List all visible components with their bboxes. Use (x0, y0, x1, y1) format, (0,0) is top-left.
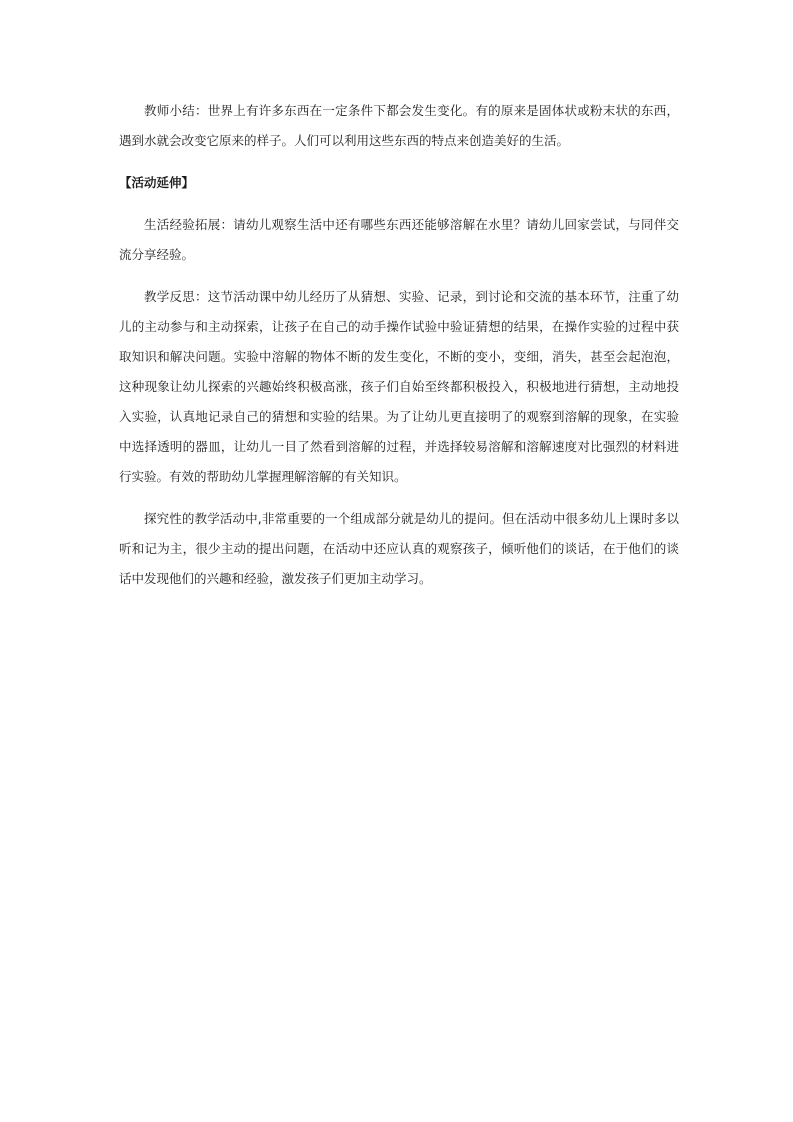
teacher-summary-paragraph: 教师小结：世界上有许多东西在一定条件下都会发生变化。有的原来是固体状或粉末状的东西，遇到水就会改变它原来的样子。人们可以利用这些东西的特点来创造美好的生活。 (119, 103, 679, 148)
spacer (119, 270, 679, 282)
spacer (119, 198, 679, 210)
document-body (119, 96, 679, 594)
activity-extension-heading: 【活动延伸】 (119, 175, 195, 190)
life-experience-paragraph: 生活经验拓展：请幼儿观察生活中还有哪些东西还能够溶解在水里？请幼儿回家尝试，与同伴交流分享经验。 (119, 217, 679, 262)
teaching-reflection-paragraph: 教学反思：这节活动课中幼儿经历了从猜想、实验、记录，到讨论和交流的基本环节，注重了幼儿的主动参与和主动探索，让孩子在自己的动手操作试验中验证猜想的结果，在操作实验的过程中获取知识和解决问题。实验中溶解的物体不断的发生变化，不断的变小，变细，消失，甚至会起泡泡，这种现象让幼儿探索的兴趣始终积极高涨，孩子们自始至终都积极投入，积极地进行猜想，主动地投入实验，认真地记录自己的猜想和实验的结果。为了让幼儿更直接明了的观察到溶解的现象，在实验中选择透明的器皿，让幼儿一目了然看到溶解的过程，并选择较易溶解和溶解速度对比强烈的材料进行实验。有效的帮助幼儿掌握理解溶解的有关知识。 (119, 289, 679, 484)
spacer (119, 492, 679, 504)
inquiry-teaching-paragraph: 探究性的教学活动中,非常重要的一个组成部分就是幼儿的提问。但在活动中很多幼儿上课时多以听和记为主，很少主动的提出问题，在活动中还应认真的观察孩子，倾听他们的谈话，在于他们的谈话中发现他们的兴趣和经验，激发孩子们更加主动学习。 (119, 511, 679, 586)
spacer (119, 156, 679, 168)
